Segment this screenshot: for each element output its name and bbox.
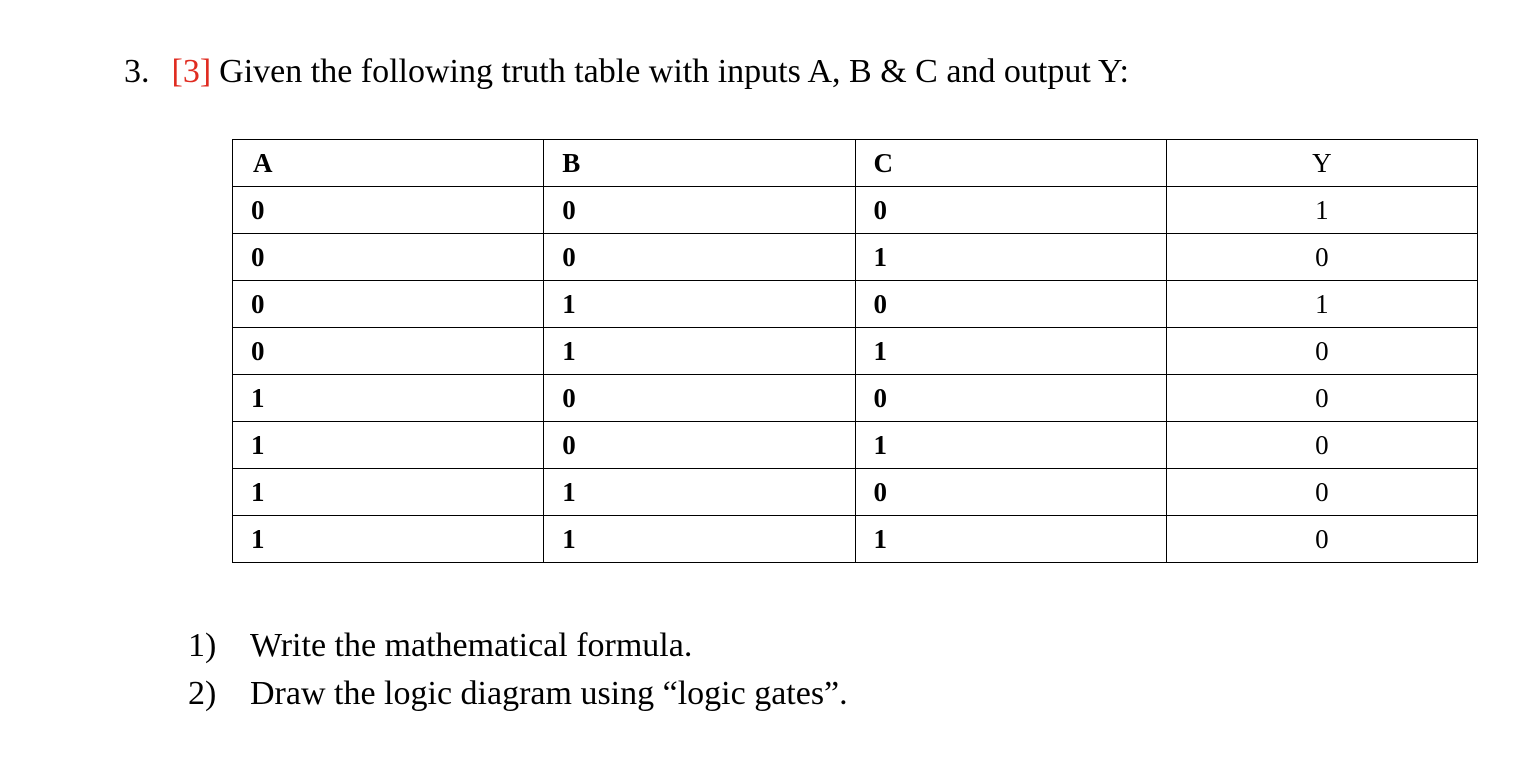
cell-a: 0 — [233, 328, 544, 375]
cell-y: 0 — [1166, 469, 1477, 516]
truth-table-body — [233, 187, 1478, 563]
cell-y: 1 — [1166, 187, 1477, 234]
task-marker: 1) — [188, 627, 217, 664]
table-row — [233, 375, 1478, 422]
cell-b: 1 — [544, 281, 855, 328]
cell-a: 1 — [233, 422, 544, 469]
task-marker: 2) — [188, 675, 217, 712]
task-list — [188, 622, 848, 718]
list-item — [188, 622, 848, 670]
cell-a: 0 — [233, 281, 544, 328]
task-text: Draw the logic diagram using “logic gates”. — [250, 675, 848, 712]
cell-b: 0 — [544, 234, 855, 281]
question-prompt: Given the following truth table with inputs A, B & C and output Y: — [219, 53, 1129, 90]
cell-c: 1 — [855, 234, 1166, 281]
cell-y: 0 — [1166, 328, 1477, 375]
cell-a: 0 — [233, 187, 544, 234]
list-item — [188, 670, 848, 718]
cell-b: 0 — [544, 375, 855, 422]
cell-b: 0 — [544, 187, 855, 234]
cell-a: 1 — [233, 516, 544, 563]
cell-c: 0 — [855, 187, 1166, 234]
table-row — [233, 187, 1478, 234]
cell-c: 1 — [855, 328, 1166, 375]
header-b: B — [544, 140, 855, 187]
cell-c: 0 — [855, 469, 1166, 516]
question-number: 3. — [124, 53, 150, 90]
cell-c: 1 — [855, 422, 1166, 469]
table-row — [233, 469, 1478, 516]
truth-table-header-row — [233, 140, 1478, 187]
table-row — [233, 281, 1478, 328]
table-row — [233, 422, 1478, 469]
cell-y: 0 — [1166, 375, 1477, 422]
cell-b: 1 — [544, 469, 855, 516]
cell-y: 1 — [1166, 281, 1477, 328]
task-text: Write the mathematical formula. — [250, 627, 693, 664]
truth-table — [232, 139, 1478, 563]
cell-c: 0 — [855, 375, 1166, 422]
cell-b: 0 — [544, 422, 855, 469]
header-a: A — [233, 140, 544, 187]
cell-y: 0 — [1166, 516, 1477, 563]
cell-b: 1 — [544, 516, 855, 563]
cell-c: 0 — [855, 281, 1166, 328]
table-row — [233, 516, 1478, 563]
question-points: [3] — [171, 53, 212, 90]
cell-c: 1 — [855, 516, 1166, 563]
table-row — [233, 328, 1478, 375]
cell-a: 1 — [233, 375, 544, 422]
header-y: Y — [1166, 140, 1477, 187]
cell-y: 0 — [1166, 422, 1477, 469]
cell-a: 1 — [233, 469, 544, 516]
question-heading — [124, 50, 1129, 94]
header-c: C — [855, 140, 1166, 187]
cell-y: 0 — [1166, 234, 1477, 281]
cell-a: 0 — [233, 234, 544, 281]
table-row — [233, 234, 1478, 281]
cell-b: 1 — [544, 328, 855, 375]
